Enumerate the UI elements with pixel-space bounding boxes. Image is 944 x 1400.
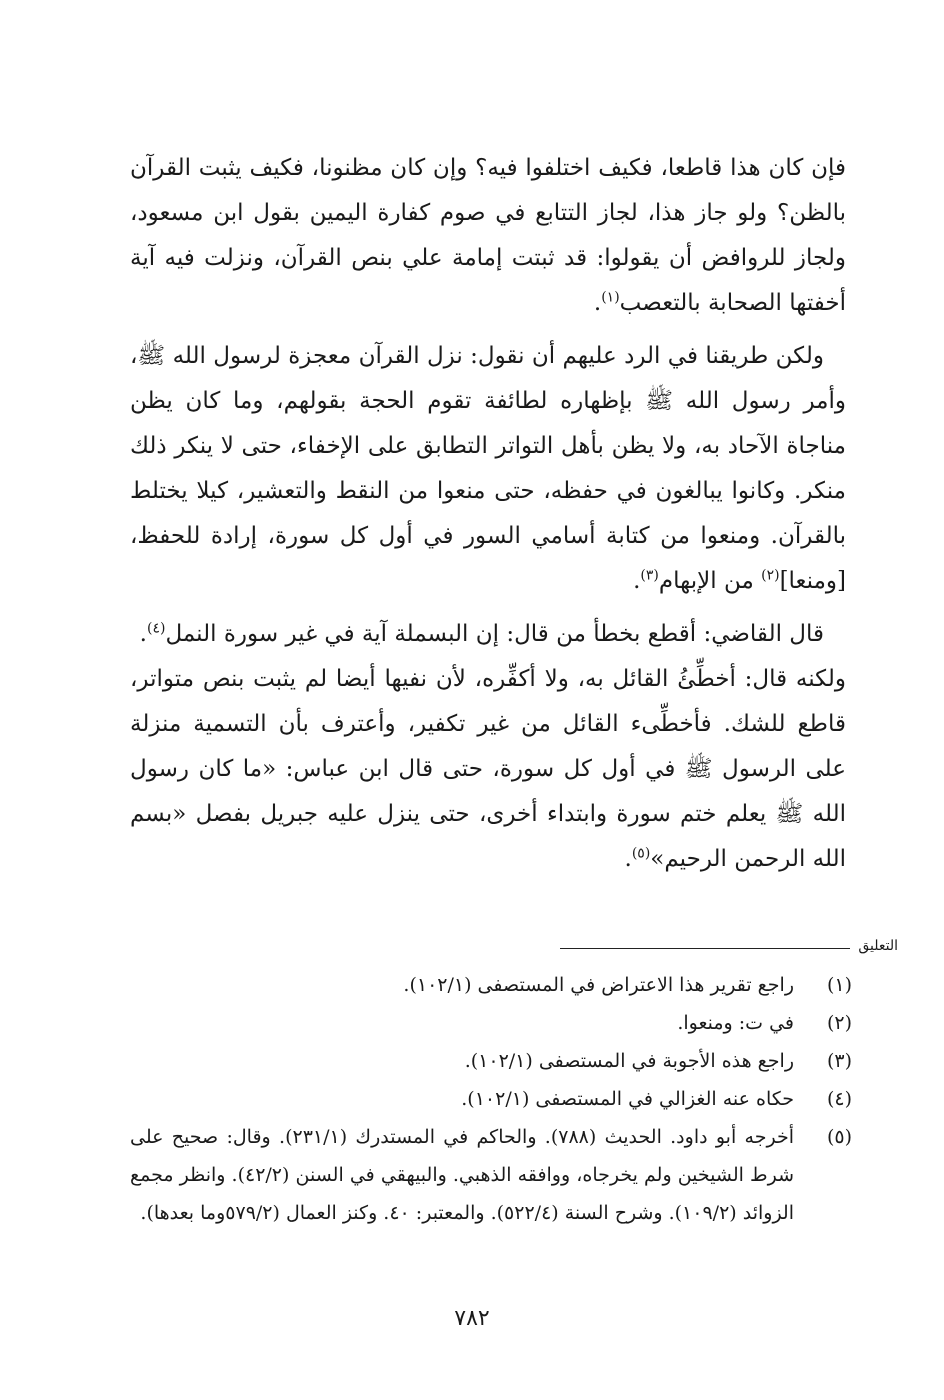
footnote-text: راجع هذه الأجوبة في المستصفى (١٠٢/١). xyxy=(464,1050,794,1072)
footnote-ref-2[interactable]: (٢) xyxy=(761,567,780,584)
footnote-ref-4[interactable]: (٤) xyxy=(146,620,166,637)
paragraph-3: قال القاضي: أقطع بخطأ من قال: إن البسملة آية في غير سورة النمل$^{(٤)}$. xyxy=(139,620,824,647)
footnote-divider xyxy=(560,948,850,949)
footnote-text: أخرجه أبو داود. الحديث (٧٨٨). والحاكم في المستدرك (٢٣١/١). وقال: صحيح على شرط الشيخين ولم يخرجاه، ووافقه الذهبي. والبيهقي في السنن (٤٢/٢). وانظر مجمع الزوائد (١٠٩/٢). وشرح السنة (٥٢٢/٤). والمعتبر: ٤٠. وكنز العمال (٥٧٩/٢وما بعدها). xyxy=(130,1126,794,1224)
footnote-text: حكاه عنه الغزالي في المستصفى (١٠٢/١). xyxy=(461,1088,794,1110)
paragraph-4: ولكنه قال: أخطِّئُ القائل به، ولا أكفِّره، لأن نفيها أيضا لم يثبت بنص متواتر، قاطع للشك. فأخطِّىء القائل من غير تكفير، وأعترف بأن التسمية منزلة على الرسول ﷺ في أول كل سورة، حتى قال ابن عباس: «ما كان رسول الله ﷺ يعلم ختم سورة وابتداء أخرى، حتى ينزل عليه جبريل بفصل «بسم الله الرحمن الرحيم»$^{(٥)}$. xyxy=(130,666,846,872)
footnote-number: (٣) xyxy=(826,1050,852,1072)
notes-label: التعليق xyxy=(858,938,898,954)
paragraph-1: فإن كان هذا قاطعا، فكيف اختلفوا فيه؟ وإن كان مظنونا، فكيف يثبت القرآن بالظن؟ ولو جاز هذا، لجاز التتابع في صوم كفارة اليمين بقول ابن مسعود، ولجاز للروافض أن يقولوا: قد ثبتت إمامة علي بنص القرآن، ونزلت فيه آية أخفتها الصحابة بالتعصب$^{(١)}$. xyxy=(130,155,846,316)
footnote-ref-1[interactable]: (١) xyxy=(601,289,620,306)
footnotes-section xyxy=(130,966,852,1232)
footnote-item xyxy=(130,966,852,1004)
footnote-number: (١) xyxy=(826,974,852,996)
page-number: ٧٨٢ xyxy=(454,1306,490,1331)
footnote-ref-3[interactable]: (٣) xyxy=(640,567,659,584)
footnote-text: في ت: ومنعوا. xyxy=(677,1012,794,1034)
main-text xyxy=(130,146,846,890)
footnote-item xyxy=(130,1004,852,1042)
footnote-item xyxy=(130,1042,852,1080)
footnote-text: راجع تقرير هذا الاعتراض في المستصفى (١٠٢/١). xyxy=(403,974,794,996)
footnote-number: (٤) xyxy=(826,1088,852,1110)
footnote-item xyxy=(130,1080,852,1118)
footnote-ref-5[interactable]: (٥) xyxy=(631,845,651,862)
paragraph-2: ولكن طريقنا في الرد عليهم أن نقول: نزل القرآن معجزة لرسول الله ﷺ، وأمر رسول الله ﷺ بإظهاره لطائفة تقوم الحجة بقولهم، وما كان يظن مناجاة الآحاد به، ولا يظن بأهل التواتر التطابق على الإخفاء، حتى لا ينكر ذلك منكر. وكانوا يبالغون في حفظه، حتى منعوا من النقط والتعشير، كيلا يختلط بالقرآن. ومنعوا من كتابة أسامي السور في أول كل سورة، إرادة للحفظ، [ومنعا]$^{(٢)}$ من الإبهام$^{(٣)}$. xyxy=(130,343,846,594)
footnote-item xyxy=(130,1118,852,1232)
footnote-number: (٢) xyxy=(826,1012,852,1034)
footnote-number: (٥) xyxy=(826,1126,852,1148)
